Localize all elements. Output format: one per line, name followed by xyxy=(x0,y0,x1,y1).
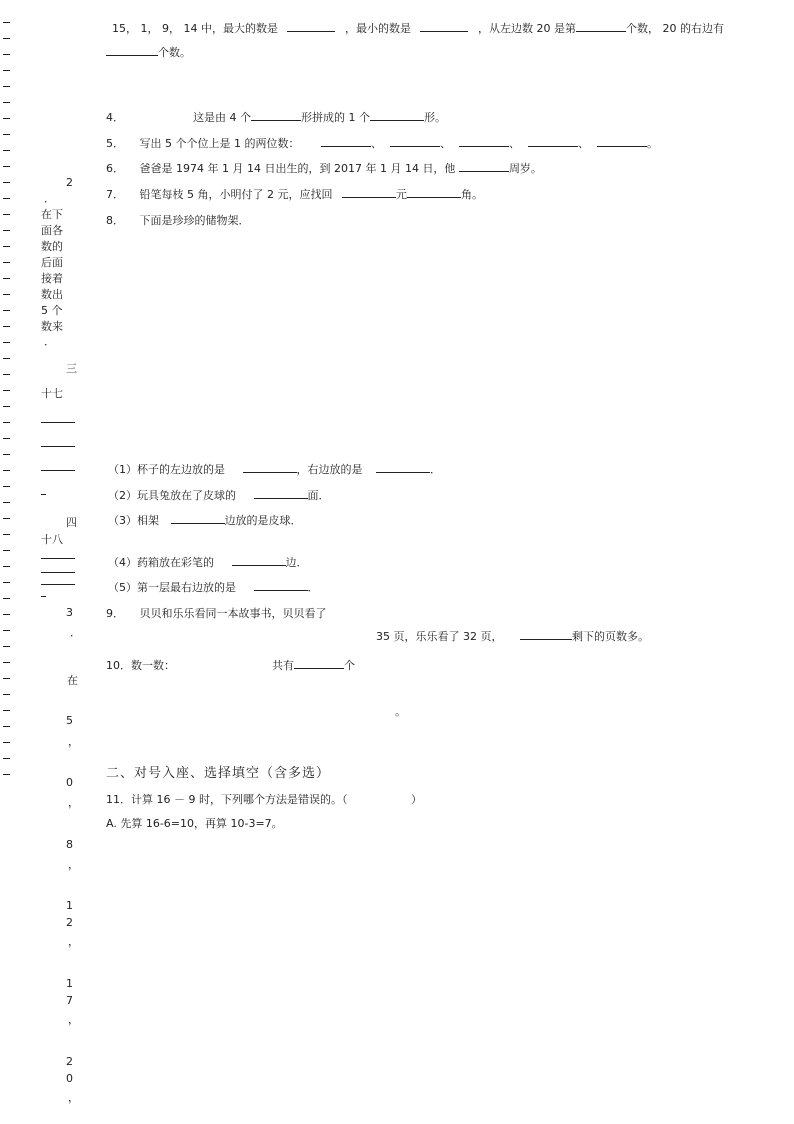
q3-char: 1 xyxy=(66,899,73,912)
q3-char: 7 xyxy=(66,994,73,1007)
question-7 xyxy=(106,186,483,202)
answer-blank[interactable] xyxy=(528,135,578,147)
answer-blank[interactable] xyxy=(420,20,468,32)
q8-sub-text: ． xyxy=(430,463,441,476)
answer-blank[interactable] xyxy=(459,135,509,147)
answer-blank[interactable] xyxy=(576,20,626,32)
answer-blank[interactable] xyxy=(41,446,75,447)
q2-text-line: 在下 xyxy=(41,208,63,221)
answer-blank[interactable] xyxy=(243,461,297,473)
forty-eight-label-part2: 十八 xyxy=(41,533,63,546)
answer-blank[interactable] xyxy=(41,494,46,495)
q3-char: ， xyxy=(68,1013,79,1026)
q8-sub-text: ． xyxy=(307,581,319,594)
q1-text: 个数。 xyxy=(158,46,191,59)
q4-text: 形。 xyxy=(424,111,446,124)
separator: 、 xyxy=(439,137,451,150)
q2-text-line: 5 个 xyxy=(41,304,63,317)
q1-text: ，最小的数是 xyxy=(344,22,411,35)
q3-char: 在 xyxy=(67,674,78,687)
period: 。 xyxy=(646,137,658,150)
q7-number: 7． xyxy=(106,188,124,201)
q7-end: 角。 xyxy=(460,188,483,201)
q10-number: 10．数一数： xyxy=(106,659,175,672)
q2-text-line: 后面 xyxy=(41,256,63,269)
answer-blank[interactable] xyxy=(251,109,301,121)
q3-char: ， xyxy=(68,1091,79,1104)
q8-sub-text: （5）第一层最右边放的是 xyxy=(108,581,236,594)
q3-char: 8 xyxy=(66,838,73,851)
q1-text: 15， 1， 9， 14 中，最大的数是 xyxy=(112,22,278,35)
question-1-line2 xyxy=(106,44,191,60)
q3-number: 3 xyxy=(66,606,73,619)
q10-dot: 。 xyxy=(395,705,406,718)
q2-number: 2 xyxy=(66,176,73,189)
q4-text: 形拼成的 1 个 xyxy=(301,111,370,124)
q8-sub-text: （4）药箱放在彩笔的 xyxy=(108,556,214,569)
separator: 、 xyxy=(370,137,382,150)
q1-text: 个数， 20 的右边有 xyxy=(625,22,724,35)
q9-text: 贝贝和乐乐看同一本故事书，贝贝看了 xyxy=(139,607,327,620)
answer-blank[interactable] xyxy=(254,487,308,499)
answer-blank[interactable] xyxy=(407,186,461,198)
q6-number: 6． xyxy=(106,162,124,175)
q2-text-line: 接着 xyxy=(41,272,63,285)
answer-blank[interactable] xyxy=(41,584,75,585)
q5-number: 5． xyxy=(106,137,124,150)
separator: 、 xyxy=(508,137,520,150)
question-6 xyxy=(106,160,542,176)
q8-sub3 xyxy=(108,512,302,528)
q3-char: ， xyxy=(68,796,79,809)
question-4 xyxy=(106,109,446,125)
question-9-line2 xyxy=(376,628,649,644)
q8-sub2 xyxy=(108,487,330,503)
q10-text: 共有 xyxy=(272,659,294,672)
q3-char: 2 xyxy=(66,916,73,929)
q2-end-dot: ． xyxy=(44,335,55,348)
q7-text: 铅笔每枝 5 角，小明付了 2 元，应找回 xyxy=(139,188,333,201)
q8-sub1 xyxy=(108,461,441,477)
question-8 xyxy=(106,212,250,228)
q11-option-a[interactable]: A. 先算 16-6=10，再算 10-3=7。 xyxy=(106,817,283,830)
q3-char: ， xyxy=(68,858,79,871)
answer-blank[interactable] xyxy=(41,558,75,559)
question-11 xyxy=(106,791,422,807)
thirty-seven-label-part1: 三 xyxy=(66,362,77,375)
answer-blank[interactable] xyxy=(294,657,344,669)
q8-sub4 xyxy=(108,554,308,570)
storage-shelf-picture-area xyxy=(106,232,666,452)
q11-text: 11．计算 16 － 9 时，下列哪个方法是错误的。（ xyxy=(106,793,348,806)
q2-text-line: 面各 xyxy=(41,224,63,237)
q3-char: 1 xyxy=(66,977,73,990)
answer-blank[interactable] xyxy=(106,44,158,56)
answer-blank[interactable] xyxy=(41,572,75,573)
forty-eight-label-part1: 四 xyxy=(66,516,77,529)
q9-number: 9． xyxy=(106,607,124,620)
q2-text-line: 数出 xyxy=(41,288,63,301)
q3-dot: ． xyxy=(70,626,81,639)
q8-sub-text: ，右边放的是 xyxy=(296,463,363,476)
q6-end: 周岁。 xyxy=(508,162,542,175)
q2-text-line: 数的 xyxy=(41,240,63,253)
q8-sub-text: （3）相架 xyxy=(108,514,159,527)
q4-text: 这是由 4 个 xyxy=(193,111,251,124)
answer-blank[interactable] xyxy=(41,470,75,471)
q6-text: 爸爸是 1974 年 1 月 14 日出生的，到 2017 年 1 月 14 日，他 xyxy=(139,162,456,175)
thirty-seven-label-part2: 十七 xyxy=(41,387,63,400)
q3-char: 0 xyxy=(66,1072,73,1085)
q8-sub-text: （2）玩具兔放在了皮球的 xyxy=(108,489,236,502)
q3-char: 2 xyxy=(66,1055,73,1068)
question-9 xyxy=(106,605,327,621)
q9-text: 35 页，乐乐看了 32 页， xyxy=(376,630,503,643)
answer-blank[interactable] xyxy=(520,628,572,640)
q3-char: ， xyxy=(68,935,79,948)
separator: 、 xyxy=(577,137,589,150)
answer-blank[interactable] xyxy=(41,422,75,423)
answer-blank[interactable] xyxy=(376,461,430,473)
question-5 xyxy=(106,135,658,151)
q11-close: ） xyxy=(410,793,422,806)
answer-blank[interactable] xyxy=(321,135,371,147)
question-1-line1 xyxy=(112,20,724,36)
section-2-title: 二、对号入座、选择填空（含多选） xyxy=(106,766,331,781)
q7-unit: 元 xyxy=(395,188,407,201)
q8-number: 8． xyxy=(106,214,124,227)
answer-blank[interactable] xyxy=(342,186,396,198)
q8-sub-text: 边． xyxy=(285,556,308,569)
answer-blank[interactable] xyxy=(232,554,286,566)
q8-text: 下面是珍珍的储物架． xyxy=(139,214,250,227)
q3-char: 5 xyxy=(66,714,73,727)
q2-dot: ． xyxy=(44,192,55,205)
q3-char: 0 xyxy=(66,776,73,789)
q8-sub-text: 边放的是皮球． xyxy=(224,514,302,527)
q4-number: 4． xyxy=(106,111,124,124)
answer-blank[interactable] xyxy=(41,596,46,597)
answer-blank[interactable] xyxy=(171,512,225,524)
q2-text-line: 数来 xyxy=(41,320,63,333)
question-10 xyxy=(106,657,355,673)
q10-end: 个 xyxy=(344,659,355,672)
answer-blank[interactable] xyxy=(390,135,440,147)
q8-sub-text: 面． xyxy=(307,489,330,502)
answer-blank[interactable] xyxy=(254,579,308,591)
q3-char: ， xyxy=(68,735,79,748)
q8-sub-text: （1）杯子的左边放的是 xyxy=(108,463,225,476)
q5-text: 写出 5 个个位上是 1 的两位数： xyxy=(139,137,300,150)
q9-end: 剩下的页数多。 xyxy=(571,630,649,643)
answer-blank[interactable] xyxy=(370,109,424,121)
q8-sub5 xyxy=(108,579,319,595)
answer-blank[interactable] xyxy=(459,160,509,172)
answer-blank[interactable] xyxy=(287,20,335,32)
q1-text: ，从左边数 20 是第 xyxy=(477,22,576,35)
answer-blank[interactable] xyxy=(597,135,647,147)
